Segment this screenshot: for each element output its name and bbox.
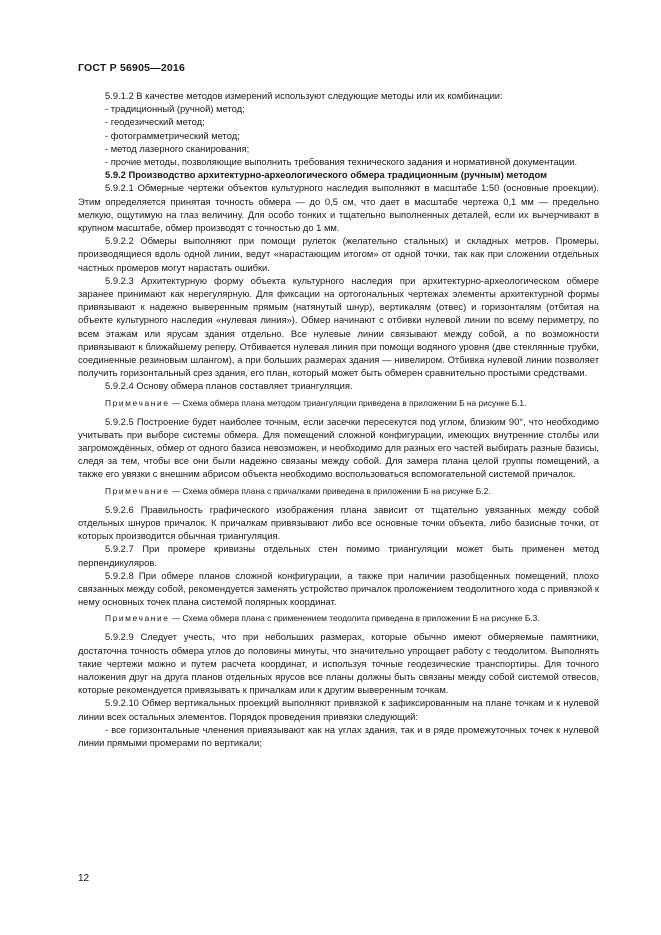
document-body	[78, 89, 599, 749]
note-2	[78, 485, 599, 497]
paragraph-5925: 5.9.2.5 Построение будет наиболее точным, если засечки пересекутся под углом, близким 90°, что необходимо учитывать при выборе системы обмера. Для помещений сложной конфигурации, имеющих внутренние столбы или загромождённых, обмер от одного базиса невозможен, и необходимо для разных его частей выбирать разные базисы, следя за тем, чтобы все они были надежно связаны между собой. Для замера плана целой группы помещений, а также его увязки с внешним абрисом объекта необходимо воспользоваться вспомогательной системой причалок.	[78, 415, 599, 480]
paragraph-5928: 5.9.2.8 При обмере планов сложной конфигурации, а также при наличии разобщенных помещений, плохо связанных между собой, рекомендуется заменять устройство причалок проложением теодолитного хода с привязкой к нему основных точек плана системой полярных координат.	[78, 569, 599, 608]
note-1	[78, 397, 599, 409]
list-item: - фотограмметрический метод;	[105, 129, 240, 141]
paragraph-5921: 5.9.2.1 Обмерные чертежи объектов культурного наследия выполняют в масштабе 1:50 (основные проекции). Этим определяется принятая точность обмера — до 0,5 см, что дает в масштабе чертежа 0,1 мм — предельно мелкую, ощутимую на глаз величину. Для особо тонких и тщательно выполненных деталей, если их вычерчивают в крупном масштабе, обмер производят с точностью до 1 мм.	[78, 182, 599, 234]
paragraph-5922: 5.9.2.2 Обмеры выполняют при помощи рулеток (желательно стальных) и складных метров. Промеры, производящиеся вдоль одной линии, ведут «нарастающим итогом» от одной точки, так как при сложении отдельных частных промеров могут нарастать ошибки.	[78, 235, 599, 273]
paragraph-5923: 5.9.2.3 Архитектурную форму объекта культурного наследия при архитектурно-археологическом обмере заранее принимают как нерегулярную. Для фиксации на ортогональных чертежах элементы архитектурной формы привязывают к надежно выверенным прямым (натянутый шнур), вертикалям (отвес) и горизонталям (отбитая на объекте культурного наследия «нулевая линия»). Обмер начинают с отбивки нулевой линии по всему периметру, по всем этажам или ярусам здания отдельно. Все нулевые линии связывают между собой, а по возможности привязывают к ближайшему реперу. Отбивается нулевая линия при помощи водяного уровня (две стеклянные трубки, соединенные резиновым шлангом), а при больших размерах здания — нивелиром. Отбивка нулевой линии позволяет получить горизонтальный срез здания, его план, который может быть обмерен сравнительно простыми средствами.	[78, 274, 599, 379]
paragraph-59210: 5.9.2.10 Обмер вертикальных проекций выполняют привязкой к зафиксированным на плане точкам и к нулевой линии всех остальных элементов. Порядок проведения привязки следующий:	[78, 697, 599, 722]
note-label: Примечание	[105, 613, 170, 624]
list-item: - прочие методы, позволяющие выполнить требования технического задания и нормативной документации.	[105, 156, 578, 168]
note-label: Примечание	[105, 397, 170, 408]
list-item: - традиционный (ручной) метод;	[105, 103, 245, 115]
note-text: — Схема обмера плана методом триангуляции приведена в приложении Б на рисунке Б.1.	[169, 397, 527, 408]
paragraph-5926: 5.9.2.6 Правильность графического изображения плана зависит от тщательно увязанных между собой отдельных шнуров причалок. К причалкам привязывают либо все основные точки объекта, либо базисные точки, от которых производится обычная триангуляция.	[78, 503, 599, 542]
note-text: — Схема обмера плана с применением теодолита приведена в приложении Б на рисунке Б.3.	[169, 613, 540, 624]
paragraph-5912: 5.9.1.2 В качестве методов измерений используют следующие методы или их комбинации:	[105, 90, 503, 101]
section-heading-592: 5.9.2 Производство архитектурно-археологического обмера традиционным (ручным) методом	[105, 169, 547, 181]
page-number: 12	[78, 873, 90, 884]
note-3	[78, 612, 599, 624]
paragraph-5927: 5.9.2.7 При промере кривизны отдельных стен помимо триангуляции может быть применен метод перпендикуляров.	[78, 543, 599, 568]
note-text: — Схема обмера плана с причалками приведена в приложении Б на рисунке Б.2.	[169, 485, 491, 496]
list-item: - все горизонтальные членения привязывают как на углах здания, так и в ряде промежуточных точек к нулевой линии прямыми промерами по вертикали;	[78, 723, 599, 748]
paragraph-5924: 5.9.2.4 Основу обмера планов составляет триангуляция.	[105, 380, 353, 392]
note-label: Примечание	[105, 485, 170, 496]
paragraph-5929: 5.9.2.9 Следует учесть, что при небольших размерах, которые обычно имеют обмеряемые памятники, достаточна точность обмера углов до половины минуты, что значительно упрощает работу с теодолитом. Выполнять такие чертежи можно и путем расчета координат, и используя точные геодезические транспортиры. Для точного наложения друг на друга планов отдельных ярусов все планы должны быть связаны между собой системой отвесов, которые рекомендуется привязывать к причалкам или к другим выверенным точкам.	[78, 631, 599, 696]
list-item: - метод лазерного сканирования;	[105, 142, 250, 154]
document-header: ГОСТ Р 56905—2016	[78, 62, 186, 74]
list-item: - геодезический метод;	[105, 116, 205, 128]
